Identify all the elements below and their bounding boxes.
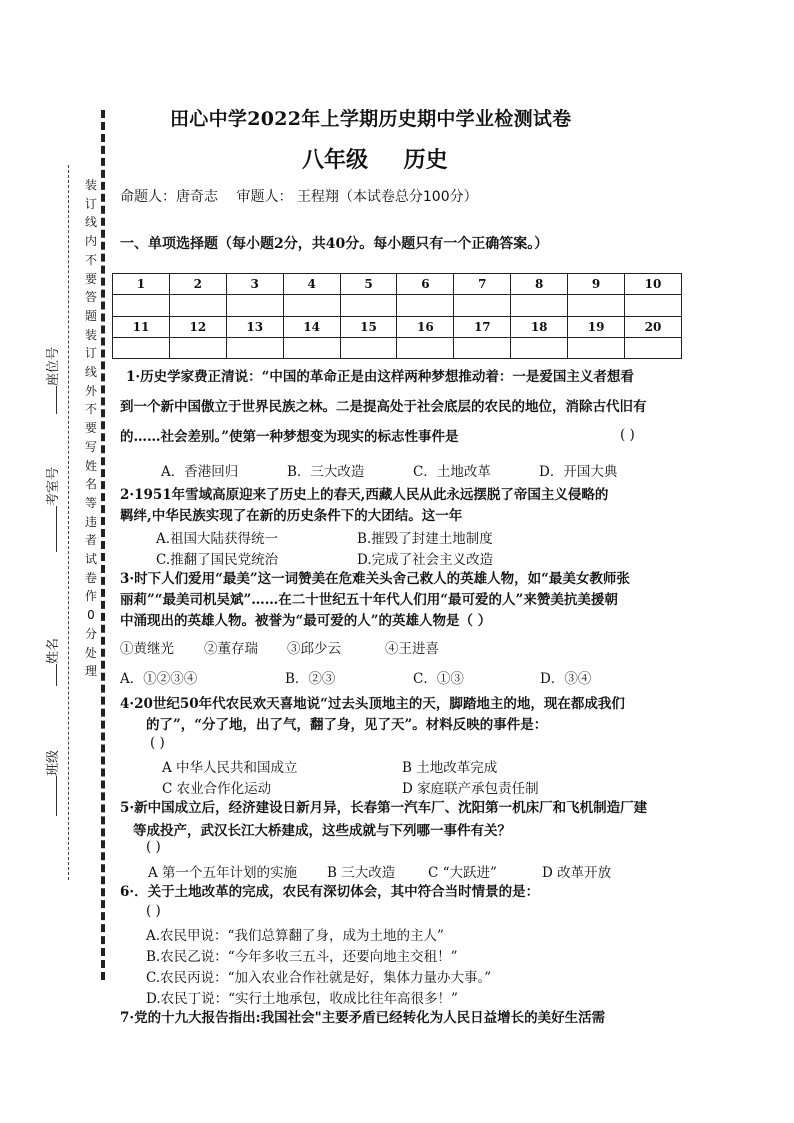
binding-note-char: 不 [84, 252, 97, 267]
question-4 [120, 694, 676, 736]
question-1-line: 1·历史学家费正清说：“中国的革命正是由这样两种梦想推动着：一是爱国主义者想看 [126, 369, 634, 385]
answer-cell[interactable] [625, 295, 682, 316]
question-1-line: 到一个新中国傲立于世界民族之林。二是提高处于社会底层的农民的地位，消除古代旧有 [120, 399, 647, 415]
option-c: C.推翻了国民党统治 [156, 552, 279, 568]
class-field [42, 750, 61, 816]
answer-blank-row [113, 295, 682, 316]
option-d: D.农民丁说：“实行土地承包，收成比往年高很多！” [146, 991, 458, 1007]
answer-number-row [113, 316, 682, 337]
reviewer: 审题人： 王程翔（本试卷总分100分） [236, 189, 478, 205]
option-b: B 土地改革完成 [402, 760, 498, 776]
option-d: D.完成了社会主义改造 [357, 552, 494, 568]
question-4-line: 的了”，“分了地，出了气，翻了身，见了天”。材料反映的事件是： [146, 717, 548, 733]
option-a: A 中华人民共和国成立 [162, 760, 298, 776]
number-cell: 12 [169, 316, 226, 337]
answer-cell[interactable] [169, 337, 226, 358]
binding-dash-line-right [101, 110, 105, 980]
option-c: C.农民丙说：“加入农业合作社就是好，集体力量办大事。” [146, 970, 492, 986]
question-7 [120, 1008, 676, 1029]
question-6-line: 6·．关于土地改革的完成，农民有深切体会，其中符合当时情景的是： [120, 884, 540, 900]
number-cell: 13 [226, 316, 283, 337]
option-d: D．③④ [540, 671, 592, 687]
exam-room-label: 考室号 [46, 466, 61, 506]
exam-room-field [42, 467, 61, 552]
number-cell: 9 [568, 274, 625, 295]
binding-note-char: 违 [84, 514, 97, 529]
binding-note-char: 等 [84, 495, 97, 510]
exam-subtitle: 八年级 历史 [302, 147, 448, 173]
option-b: B．三大改造 [287, 464, 365, 480]
question-1-line: 的……社会差别。”使第一种梦想变为现实的标志性事件是 [120, 429, 459, 445]
binding-note-char: 订 [84, 346, 97, 361]
binding-note-char: 答 [84, 290, 97, 305]
item-3: ③邱少云 [287, 641, 341, 657]
question-5 [120, 798, 676, 842]
answer-cell[interactable] [397, 337, 454, 358]
binding-note-char: 分 [84, 626, 97, 641]
class-label: 班级 [46, 749, 61, 776]
answer-table [112, 273, 682, 359]
question-5-line: 等成投产，武汉长江大桥建成，这些成就与下列哪一事件有关？ [133, 823, 511, 839]
binding-note-char: 要 [84, 421, 97, 436]
option-d: D 改革开放 [542, 865, 612, 881]
option-d: D．开国大典 [539, 464, 618, 480]
seat-number-label: 座位号 [46, 346, 61, 386]
exam-meta [120, 186, 492, 206]
number-cell: 15 [340, 316, 397, 337]
option-a: A．香港回归 [161, 464, 239, 480]
question-2 [120, 485, 676, 527]
option-b: B.农民乙说：“今年多收三五斗，还要向地主交租！” [146, 949, 458, 965]
answer-parentheses: ( ) [620, 427, 635, 443]
number-cell: 2 [169, 274, 226, 295]
answer-parentheses: ( ) [146, 839, 161, 855]
answer-cell[interactable] [226, 337, 283, 358]
answer-cell[interactable] [454, 295, 511, 316]
number-cell: 17 [454, 316, 511, 337]
question-6 [120, 882, 676, 903]
answer-cell[interactable] [568, 337, 625, 358]
number-cell: 8 [511, 274, 568, 295]
number-cell: 16 [397, 316, 454, 337]
number-cell: 3 [226, 274, 283, 295]
answer-cell[interactable] [283, 295, 340, 316]
binding-note-char: 装 [84, 178, 97, 192]
binding-note-char: 内 [84, 234, 97, 249]
question-3 [120, 569, 676, 632]
number-cell: 6 [397, 274, 454, 295]
answer-cell[interactable] [625, 337, 682, 358]
question-5-line: 5·新中国成立后，经济建设日新月异，长春第一汽车厂、沈阳第一机床厂和飞机制造厂建 [120, 800, 648, 816]
binding-note [84, 176, 98, 681]
option-d: D 家庭联产承包责任制 [402, 781, 539, 797]
number-cell: 14 [283, 316, 340, 337]
number-cell: 20 [625, 316, 682, 337]
answer-blank-row [113, 337, 682, 358]
answer-cell[interactable] [340, 337, 397, 358]
binding-note-char: 装 [84, 327, 97, 342]
answer-cell[interactable] [568, 295, 625, 316]
binding-note-char: 处 [84, 645, 97, 660]
option-c: C．土地改革 [413, 464, 491, 480]
number-cell: 7 [454, 274, 511, 295]
option-b: B 三大改造 [327, 865, 396, 881]
answer-cell[interactable] [397, 295, 454, 316]
option-a: A.祖国大陆获得统一 [156, 531, 279, 547]
answer-cell[interactable] [169, 295, 226, 316]
seat-number-field [42, 347, 61, 414]
item-1: ①黄继光 [120, 641, 174, 657]
section-heading: 一、单项选择题（每小题2分，共40分。每小题只有一个正确答案。） [120, 236, 549, 252]
option-c: C “大跃进” [428, 865, 497, 881]
answer-cell[interactable] [283, 337, 340, 358]
number-cell: 5 [340, 274, 397, 295]
binding-note-char: 0 [87, 608, 95, 623]
number-cell: 4 [283, 274, 340, 295]
option-a: A.农民甲说：“我们总算翻了身，成为土地的主人” [146, 928, 444, 944]
number-cell: 11 [113, 316, 170, 337]
option-b: B．②③ [285, 671, 336, 687]
answer-cell[interactable] [511, 295, 568, 316]
binding-note-char: 题 [84, 308, 97, 323]
binding-note-char: 作 [84, 589, 97, 604]
answer-number-row [113, 274, 682, 295]
binding-note-char: 名 [84, 477, 97, 492]
binding-note-char: 试 [84, 552, 97, 567]
question-4-line: 4·20世纪50年代农民欢天喜地说“过去头顶地主的天，脚踏地主的地，现在都成我们 [120, 696, 625, 712]
question-3-line: 3·时下人们爱用“最美”这一词赞美在危难关头舍己救人的英雄人物，如“最美女教师张 [120, 571, 630, 587]
question-2-line: 羁绊,中华民族实现了在新的历史条件下的大团结。这一年 [120, 508, 463, 524]
setter: 命题人：唐奇志 [120, 189, 218, 205]
binding-note-char: 线 [84, 215, 97, 230]
answer-cell[interactable] [454, 337, 511, 358]
binding-note-char: 线 [84, 365, 97, 380]
question-1 [120, 367, 676, 448]
answer-parentheses: ( ) [150, 735, 165, 751]
binding-note-char: 者 [84, 533, 97, 548]
option-b: B.摧毁了封建土地制度 [357, 531, 493, 547]
number-cell: 18 [511, 316, 568, 337]
binding-note-char: 理 [84, 664, 97, 679]
binding-note-char: 写 [84, 439, 97, 454]
binding-note-char: 外 [84, 383, 97, 398]
name-field [42, 638, 61, 686]
item-4: ④王进喜 [385, 641, 439, 657]
answer-cell[interactable] [113, 295, 170, 316]
question-3-line: 丽莉”“最美司机吴斌”……在二十世纪五十年代人们用“最可爱的人”来赞美抗美援朝 [120, 592, 618, 608]
answer-parentheses: ( ) [146, 903, 161, 919]
question-2-line: 2·1951年雪域高原迎来了历史上的春天,西藏人民从此永远摆脱了帝国主义侵略的 [120, 487, 609, 503]
answer-cell[interactable] [511, 337, 568, 358]
number-cell: 10 [625, 274, 682, 295]
question-7-line: 7·党的十九大报告指出:我国社会"主要矛盾已经转化为人民日益增长的美好生活需 [120, 1010, 606, 1026]
binding-note-char: 要 [84, 271, 97, 286]
binding-note-char: 订 [84, 196, 97, 211]
number-cell: 1 [113, 274, 170, 295]
number-cell: 19 [568, 316, 625, 337]
binding-dash-line-left [68, 165, 69, 880]
option-a: A．①②③④ [120, 671, 198, 687]
answer-cell[interactable] [340, 295, 397, 316]
binding-note-char: 卷 [84, 570, 97, 585]
name-label: 姓名 [46, 637, 61, 664]
item-2: ②董存瑞 [204, 641, 258, 657]
answer-cell[interactable] [113, 337, 170, 358]
exam-title: 田心中学2022年上学期历史期中学业检测试卷 [170, 108, 572, 130]
question-3-line: 中涌现出的英雄人物。被誉为“最可爱的人”的英雄人物是（ ） [120, 613, 492, 629]
option-c: C 农业合作化运动 [162, 781, 272, 797]
answer-cell[interactable] [226, 295, 283, 316]
option-c: C．①③ [413, 671, 464, 687]
binding-note-char: 姓 [84, 458, 97, 473]
option-a: A 第一个五年计划的实施 [148, 865, 298, 881]
binding-note-char: 不 [84, 402, 97, 417]
